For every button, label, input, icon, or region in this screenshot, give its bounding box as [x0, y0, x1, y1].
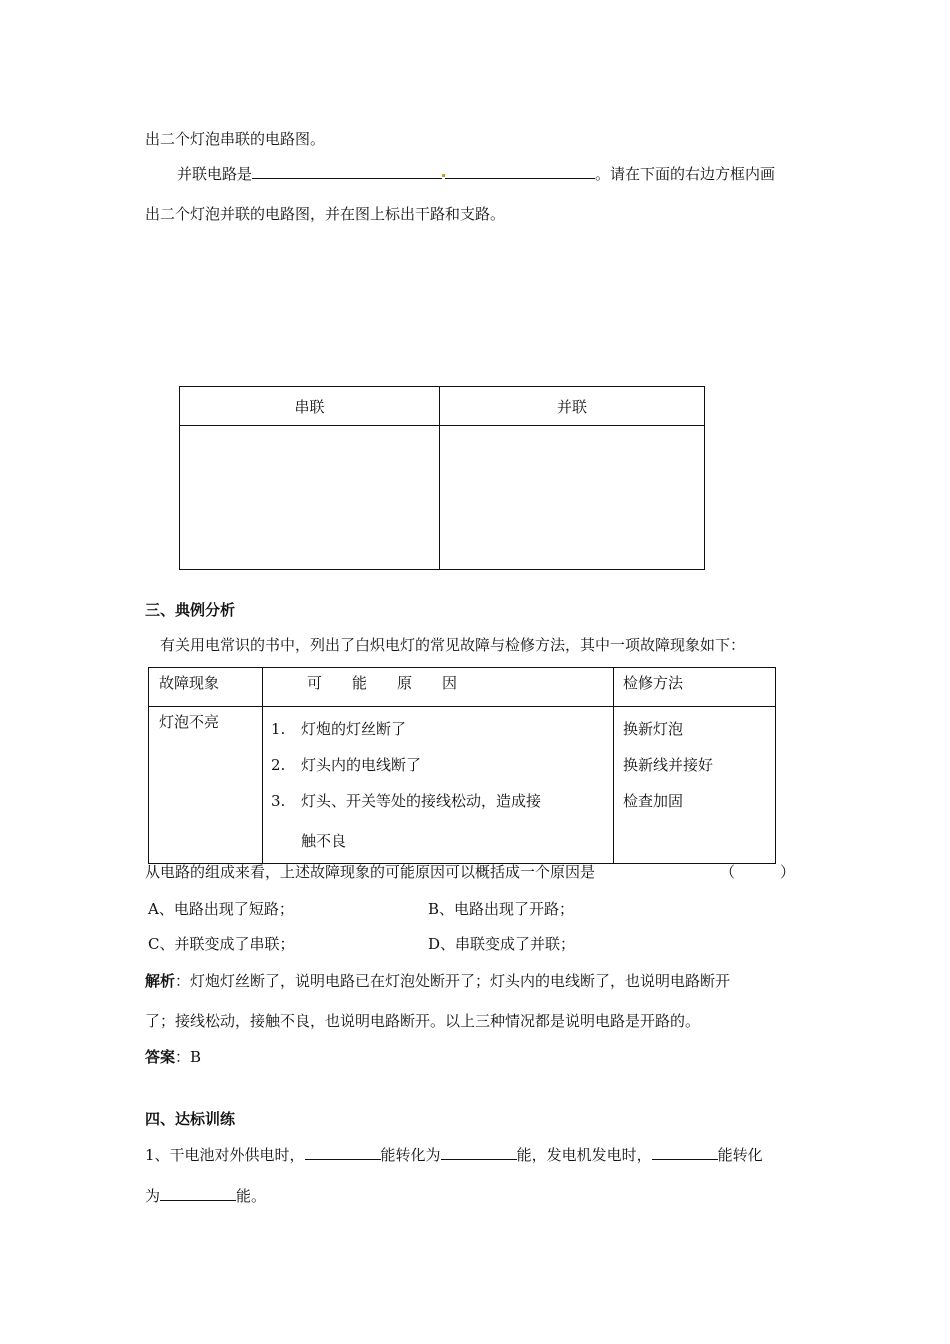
intro-line-3: 出二个灯泡并联的电路图，并在图上标出干路和支路。 [145, 205, 506, 223]
option-a[interactable]: A、电路出现了短路； [148, 900, 294, 918]
answer-value: ：B [175, 1048, 202, 1066]
cause-item: 3. 灯头、开关等处的接线松动，造成接 [271, 792, 542, 810]
cause-item: 1. 灯炮的灯丝断了 [271, 720, 407, 738]
parallel-prefix: 并联电路是 [177, 165, 253, 183]
fault-methods [614, 707, 776, 864]
q1-text: 能，发电机发电时， [516, 1146, 652, 1164]
option-b[interactable]: B、电路出现了开路； [428, 900, 575, 918]
method-item: 换新灯泡 [623, 720, 684, 738]
answer-line [145, 1046, 201, 1067]
header-series: 串联 [180, 387, 440, 426]
fault-header-cause: 可 能 原 因 [263, 668, 614, 707]
fault-header-method: 检修方法 [614, 668, 776, 707]
analysis-line-1 [145, 970, 730, 991]
q1-text: 1、干电池对外供电时， [145, 1146, 305, 1164]
parallel-suffix: 。请在下面的右边方框内画 [595, 165, 776, 183]
q1-text: 能。 [236, 1187, 267, 1205]
intro-line-1: 出二个灯泡串联的电路图。 [145, 130, 326, 148]
answer-blank[interactable] [160, 1186, 236, 1201]
answer-paren[interactable]: （ ） [720, 863, 796, 881]
answer-blank[interactable] [252, 164, 442, 179]
section3-heading: 三、典例分析 [145, 601, 236, 619]
question-text: 从电路的组成来看，上述故障现象的可能原因可以概括成一个原因是 [145, 863, 596, 881]
option-c[interactable]: C、并联变成了串联； [148, 935, 295, 953]
fault-table [148, 667, 776, 864]
fault-causes [263, 707, 614, 864]
q1-text: 为 [145, 1187, 161, 1205]
method-item: 检查加固 [623, 792, 684, 810]
q1-line-2 [145, 1185, 266, 1206]
cause-item: 2. 灯头内的电线断了 [271, 756, 422, 774]
answer-blank[interactable] [445, 164, 595, 179]
header-parallel: 并联 [440, 387, 705, 426]
answer-blank[interactable] [441, 1145, 517, 1160]
answer-blank[interactable] [305, 1145, 381, 1160]
cause-item-continued: 触不良 [301, 832, 347, 850]
fault-header-symptom: 故障现象 [149, 668, 263, 707]
analysis-text: ：灯炮灯丝断了，说明电路已在灯泡处断开了；灯头内的电线断了，也说明电路断开 [175, 972, 731, 990]
parallel-drawing-area[interactable] [440, 426, 705, 570]
answer-label: 答案 [145, 1048, 176, 1066]
option-d[interactable]: D、串联变成了并联； [428, 935, 576, 953]
fault-symptom: 灯泡不亮 [149, 707, 263, 864]
section3-intro: 有关用电常识的书中，列出了白炽电灯的常见故障与检修方法，其中一项故障现象如下： [160, 636, 746, 654]
analysis-line-2: 了；接线松动，接触不良，也说明电路断开。以上三种情况都是说明电路是开路的。 [145, 1012, 701, 1030]
q1-text: 能转化为 [380, 1146, 441, 1164]
q1-text: 能转化 [717, 1146, 763, 1164]
intro-parallel-line [177, 163, 775, 184]
answer-blank[interactable] [652, 1145, 718, 1160]
section4-heading: 四、达标训练 [145, 1110, 236, 1128]
series-drawing-area[interactable] [180, 426, 440, 570]
method-item: 换新线并接好 [623, 756, 714, 774]
circuit-drawing-table [179, 386, 705, 570]
q1-line-1 [145, 1144, 763, 1165]
analysis-label: 解析 [145, 972, 176, 990]
